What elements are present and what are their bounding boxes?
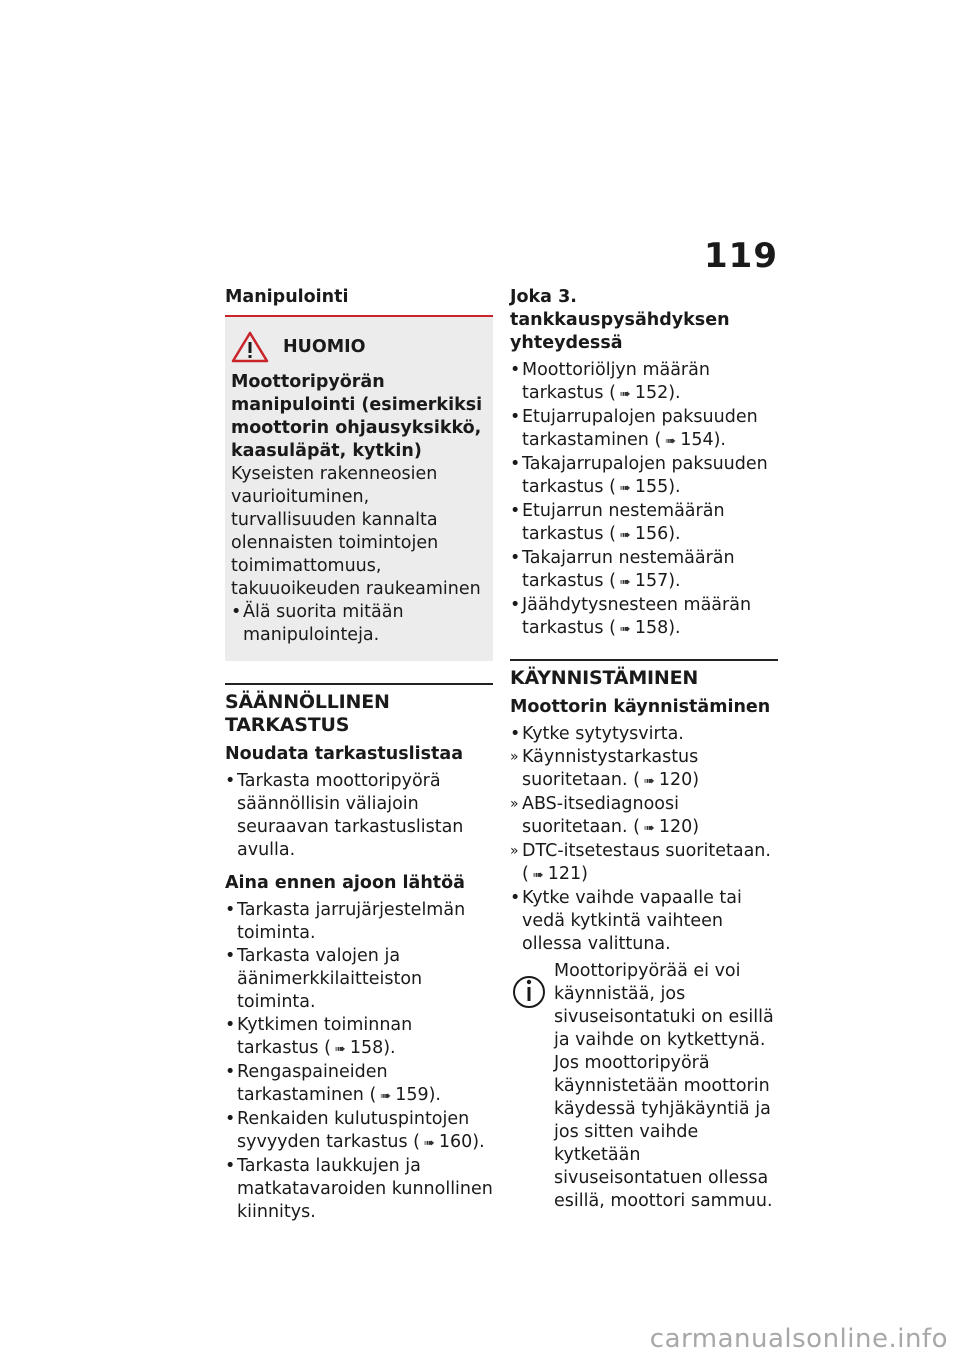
list-item — [510, 547, 778, 594]
section-title-inspection: SÄÄNNÖLLINEN TARKASTUS — [225, 683, 493, 737]
item-text: Takajarrupalojen paksuuden tarkastus ( — [522, 454, 768, 497]
item-text: Takajarrun nestemäärän tarkastus ( — [522, 548, 735, 591]
item-text: Moottoriöljyn määrän tarkastus ( — [522, 360, 710, 403]
item-text: Etujarrun nestemäärän tarkastus ( — [522, 501, 725, 544]
item-text: Etujarrupalojen paksuuden tarkastaminen ( — [522, 407, 758, 450]
every-third-stop-heading: Joka 3. tankkauspysähdyksen yhteydessä — [510, 287, 730, 353]
page-ref-arrow-icon: ➠ — [643, 821, 655, 836]
notice-bold-text: Moottoripyörän manipulointi (esimerkiksi moottorin ohjausyksikkö, kaasuläpät, kytkin) — [231, 372, 483, 461]
list-item — [510, 453, 778, 500]
watermark: carmanualsonline.info — [649, 1324, 948, 1354]
section-title-starting: KÄYNNISTÄMINEN — [510, 659, 778, 690]
start-engine-heading: Moottorin käynnistäminen — [510, 697, 771, 717]
item-text: ABS-itsediagnoosi suoritetaan. ( — [522, 794, 679, 837]
list-item — [225, 899, 493, 945]
list-item: • Tarkasta moottoripyörä säännöllisin väliajoin seuraavan tarkastuslistan avulla. — [225, 770, 493, 862]
page-number: 119 — [704, 236, 778, 276]
list-item — [225, 1061, 493, 1108]
page-ref-link[interactable]: 160). — [438, 1132, 485, 1152]
list-item — [225, 945, 493, 1014]
list-item — [510, 500, 778, 547]
list-item — [225, 1014, 493, 1061]
list-item — [510, 887, 778, 956]
page-ref-link[interactable]: 120) — [658, 770, 700, 790]
item-text: Kytkimen toiminnan tarkastus ( — [237, 1015, 413, 1058]
item-text: Kytke vaihde vapaalle tai vedä kytkintä vaihteen ollessa valittuna. — [522, 888, 742, 954]
page-ref-arrow-icon: ➠ — [380, 1089, 392, 1104]
list-item — [225, 1155, 493, 1224]
page-ref-arrow-icon: ➠ — [619, 481, 631, 496]
right-column — [510, 286, 778, 1223]
notice-title: HUOMIO — [283, 336, 366, 357]
list-item — [510, 359, 778, 406]
list-item — [510, 406, 778, 453]
before-ride-list — [225, 899, 493, 1224]
item-text: DTC-itsetestaus suoritetaan. ( — [522, 841, 771, 884]
before-ride-heading: Aina ennen ajoon lähtöä — [225, 873, 465, 893]
page-ref-link[interactable]: 156). — [634, 524, 681, 544]
checklist-list — [225, 770, 493, 862]
page-ref-arrow-icon: ➠ — [619, 528, 631, 543]
page-ref-arrow-icon: ➠ — [665, 434, 677, 449]
info-note — [510, 960, 778, 1223]
page-ref-link[interactable]: 158). — [349, 1038, 396, 1058]
page-ref-arrow-icon: ➠ — [619, 387, 631, 402]
info-text: Moottoripyörää ei voi käynnistää, jos sivuseisontatuki on esillä ja vaihde on kytkettynä. Jos moottoripyörä käynnistetään moottorin käydessä tyhjäkäyntiä ja jos sitten vaihde kytketään sivuseisontatuen ollessa esillä, moottori sammuu. — [554, 961, 774, 1211]
checklist-heading: Noudata tarkastuslistaa — [225, 744, 464, 764]
item-text: Käynnistystarkastus suoritetaan. ( — [522, 747, 699, 790]
page-ref-link[interactable]: 121) — [547, 864, 588, 884]
page-ref-link[interactable]: 157). — [634, 571, 681, 591]
item-text: Rengaspaineiden tarkastaminen ( — [237, 1062, 388, 1105]
item-text: Renkaiden kulutuspintojen syvyyden tarkastus ( — [237, 1109, 470, 1152]
notice-bullet: • Älä suorita mitään manipulointeja. — [231, 601, 485, 647]
item-text: Jäähdytysnesteen määrän tarkastus ( — [522, 595, 752, 638]
list-item — [510, 594, 778, 641]
info-icon — [510, 968, 548, 1010]
manipulation-heading: Manipulointi — [225, 287, 349, 307]
page-ref-arrow-icon: ➠ — [532, 868, 544, 883]
left-column — [225, 286, 493, 1234]
start-steps-list — [510, 723, 778, 956]
page-ref-arrow-icon: ➠ — [619, 575, 631, 590]
list-item — [510, 723, 778, 746]
page-ref-arrow-icon: ➠ — [423, 1136, 435, 1151]
notice-box — [225, 315, 493, 661]
page-ref-link[interactable]: 158). — [634, 618, 681, 638]
page-ref-link[interactable]: 159). — [395, 1085, 441, 1105]
notice-header — [231, 331, 485, 363]
result-item — [510, 840, 778, 887]
item-text: Tarkasta laukkujen ja matkatavaroiden kunnollinen kiinnitys. — [237, 1156, 493, 1222]
item-text: Kytke sytytysvirta. — [522, 724, 684, 744]
page-ref-arrow-icon: ➠ — [334, 1042, 346, 1057]
notice-list — [231, 601, 485, 647]
page-ref-link[interactable]: 152). — [634, 383, 681, 403]
page-ref-arrow-icon: ➠ — [619, 622, 631, 637]
item-text: Tarkasta valojen ja äänimerkkilaitteiston toiminta. — [237, 946, 423, 1012]
result-item — [510, 746, 778, 793]
page-ref-arrow-icon: ➠ — [643, 774, 655, 789]
page-ref-link[interactable]: 155). — [634, 477, 681, 497]
item-text: Tarkasta jarrujärjestelmän toiminta. — [237, 900, 466, 943]
notice-text: Kyseisten rakenneosien vaurioituminen, turvallisuuden kannalta olennaisten toimintojen toimimattomuus, takuuoikeuden raukeaminen — [231, 464, 481, 599]
every-third-stop-list — [510, 359, 778, 641]
page-ref-link[interactable]: 154). — [680, 430, 726, 450]
warning-triangle-icon — [231, 331, 269, 363]
list-item — [225, 1108, 493, 1155]
page-ref-link[interactable]: 120) — [658, 817, 700, 837]
result-item — [510, 793, 778, 840]
